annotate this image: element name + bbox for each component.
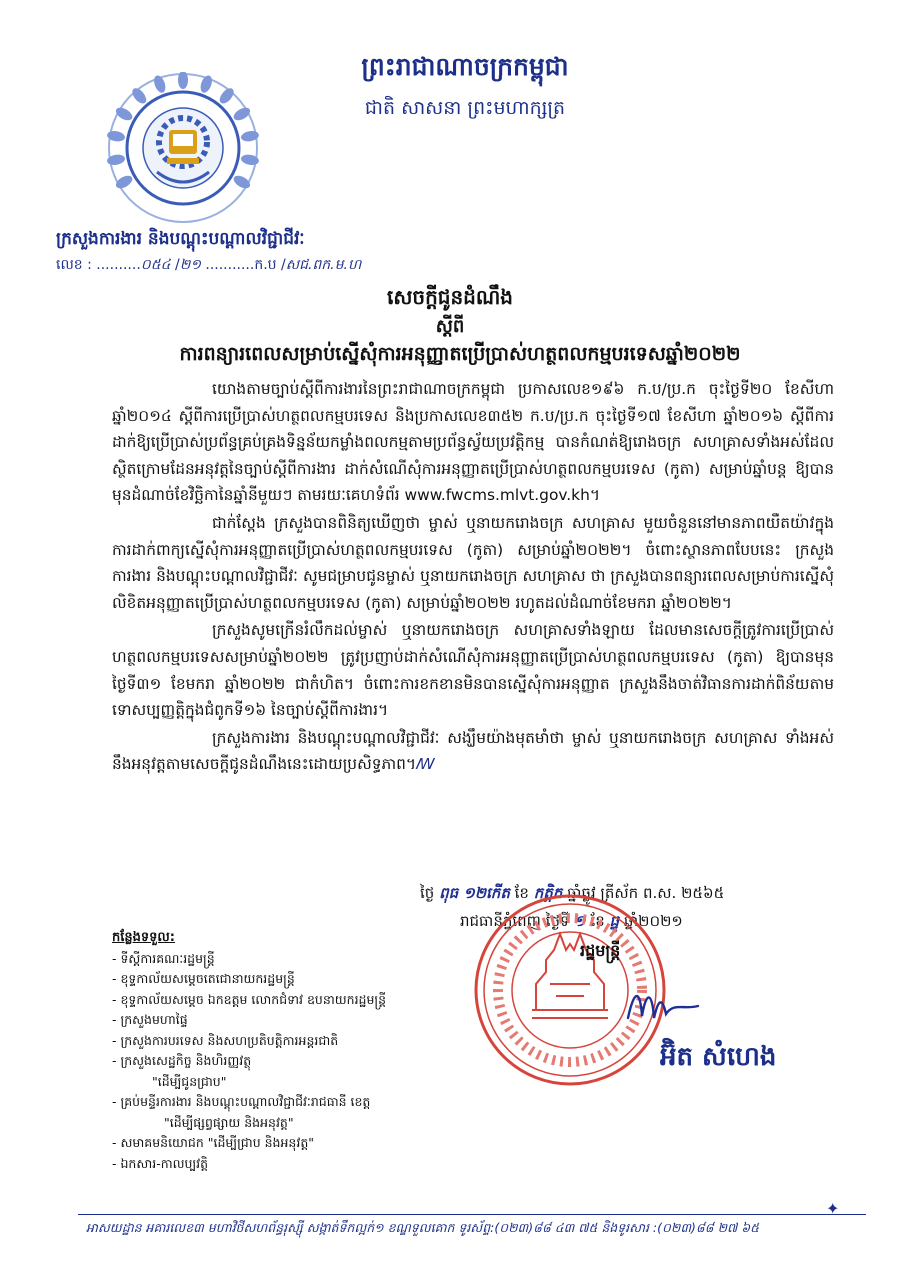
document-body xyxy=(112,376,834,779)
signature xyxy=(622,980,702,1030)
solar-month-label: ខែ xyxy=(590,912,605,930)
recipients-title: កន្លែងទទួល: xyxy=(112,930,175,945)
reference-number: លេខ : ..........០៥៤ /២១ ...........ក.ប /សជ.ពក.ម.ហ xyxy=(56,257,362,273)
recipient-item: - សមាគមនិយោជក "ដើម្បីជ្រាប និងអនុវត្ត" xyxy=(112,1135,315,1150)
reference-label: លេខ : xyxy=(56,257,92,273)
document-type-title: សេចក្តីជូនដំណឹង xyxy=(387,285,513,309)
recipient-item: - ទីស្តីការគណៈរដ្ឋមន្ត្រី xyxy=(112,950,215,966)
recipient-note: "ដើម្បីផ្សព្វផ្សាយ និងអនុវត្ត" xyxy=(164,1114,294,1130)
recipient-note: "ដើម្បីជូនជ្រាប" xyxy=(152,1073,227,1089)
footer-address: អាសយដ្ឋាន អគារលេខ៣ មហាវិថីសហព័ន្ធរុស្ស៊ី សង្កាត់ទឹកល្អក់១ ខណ្ឌទួលគោក ទូរស័ព្ទ:(០២៣)៨៨ ៤៣ ៧៥ និងទូរសារ :(០២៣)៨៨ ២៧ ៦៥ xyxy=(86,1220,759,1235)
recipient-item: - ឯកសារ-កាលប្បវត្តិ xyxy=(112,1155,209,1171)
paragraph-3: ក្រសួងសូមក្រើនរំលឹកដល់ម្ចាស់ ឬនាយករោងចក្រ សហគ្រាសទាំងឡាយ ដែលមានសេចក្តីត្រូវការប្រើប្រាស់ហត្ថពលកម្មបរទេសសម្រាប់ឆ្នាំ២០២២ ត្រូវប្រញាប់ដាក់សំណើសុំការអនុញ្ញាតប្រើប្រាស់ហត្ថពលកម្មបរទេស (កូតា) ឱ្យបានមុនថ្ងៃទី៣១ ខែមករា ឆ្នាំ២០២២ ជាកំហិត។ ចំពោះការខកខានមិនបានស្នើសុំការអនុញ្ញាត ក្រសួងនឹងចាត់វិធានការដាក់ពិន័យតាមទោសប្បញ្ញត្តិក្នុងជំពូកទី១៦ នៃច្បាប់ស្តីពីការងារ។ xyxy=(112,621,834,720)
paragraph-4-text: ក្រសួងការងារ និងបណ្តុះបណ្តាលវិជ្ជាជីវៈ សង្ឃឹមយ៉ាងមុតមាំថា ម្ចាស់ ឬនាយករោងចក្រ សហគ្រាស ទាំងអស់នឹងអនុវត្តតាមសេចក្តីជូនដំណឹងនេះដោយប្រសិទ្ធភាព។ xyxy=(112,728,834,774)
minister-title: រដ្ឋមន្ត្រី xyxy=(580,941,621,960)
about-label: ស្តីពី xyxy=(435,316,465,337)
day-label: ថ្ងៃ xyxy=(420,884,435,902)
national-motto: ជាតិ សាសនា ព្រះមហាក្សត្រ xyxy=(364,97,566,119)
solar-day: ១ xyxy=(574,912,586,930)
paragraph-4 xyxy=(112,725,834,778)
solar-year: ឆ្នាំ២០២១ xyxy=(623,912,683,930)
recipient-item: - ខុទ្ទកាល័យសម្តេច ឯកឧត្តម លោកជំទាវ ឧបនាយករដ្ឋមន្ត្រី xyxy=(112,991,387,1007)
footer-divider xyxy=(78,1214,866,1215)
lunar-year: ឆ្នាំឆ្លូវ ត្រីស័ក ព.ស. ២៥៦៥ xyxy=(567,884,725,902)
reference-suffix: ក.ប xyxy=(254,257,277,273)
lunar-day: ពុធ ១២កើត xyxy=(439,884,510,902)
ministry-seal-logo xyxy=(107,72,259,224)
subject-title: ការពន្យារពេលសម្រាប់ស្នើសុំការអនុញ្ញាតប្រើប្រាស់ហត្ថពលកម្មបរទេសឆ្នាំ២០២២ xyxy=(179,343,741,365)
recipient-item: - ក្រសួងការបរទេស និងសហប្រតិបត្តិការអន្តរជាតិ xyxy=(112,1032,339,1048)
recipient-item: - ខុទ្ទកាល័យសម្តេចតេជោនាយករដ្ឋមន្ត្រី xyxy=(112,971,295,986)
lunar-month: កត្តិក xyxy=(533,884,563,902)
reference-year: ២១ xyxy=(179,257,201,273)
solar-month: ធ្នូ xyxy=(609,912,620,930)
reference-number-handwritten: ០៥៤ xyxy=(140,257,171,273)
paragraph-2: ជាក់ស្តែង ក្រសួងបានពិនិត្យឃើញថា ម្ចាស់ ឬនាយករោងចក្រ សហគ្រាស មួយចំនួននៅមានភាពយឺតយ៉ាវក្នុងការដាក់ពាក្យស្នើសុំការអនុញ្ញាតប្រើប្រាស់ហត្ថពលកម្មបរទេស (កូតា) សម្រាប់ឆ្នាំ២០២២។ ចំពោះស្ថានភាពបែបនេះ ក្រសួងការងារ និងបណ្តុះបណ្តាលវិជ្ជាជីវៈ សូមជម្រាបជូនម្ចាស់ ឬនាយករោងចក្រ សហគ្រាស ថា ក្រសួងបានពន្យារពេលសម្រាប់ការស្នើសុំលិខិតអនុញ្ញាតប្រើប្រាស់ហត្ថពលកម្មបរទេស (កូតា) សម្រាប់ឆ្នាំ២០២២ រហូតដល់ដំណាច់ខែមករា ឆ្នាំ២០២២។ xyxy=(112,513,834,612)
month-label: ខែ xyxy=(514,884,529,902)
recipients-list xyxy=(112,928,386,1174)
place-label: រាជធានីភ្នំពេញ ថ្ងៃទី xyxy=(460,912,570,930)
paragraph-1: យោងតាមច្បាប់ស្តីពីការងារនៃព្រះរាជាណាចក្រកម្ពុជា ប្រកាសលេខ១៩៦ ក.ប/ប្រ.ក ចុះថ្ងៃទី២០ ខែសីហា ឆ្នាំ២០១៤ ស្តីពីការប្រើប្រាស់ហត្ថពលកម្មបរទេស និងប្រកាសលេខ៣៥២ ក.ប/ប្រ.ក ចុះថ្ងៃទី១៧ ខែសីហា ឆ្នាំ២០១៦ ស្តីពីការដាក់ឱ្យប្រើប្រាស់ប្រព័ន្ធគ្រប់គ្រងទិន្នន័យកម្លាំងពលកម្មតាមប្រព័ន្ធស្វ័យប្រវត្តិកម្ម បានកំណត់ឱ្យរោងចក្រ សហគ្រាសទាំងអស់ដែលស្ថិតក្រោមដែនអនុវត្តនៃច្បាប់ស្តីពីការងារ ដាក់សំណើសុំការអនុញ្ញាតប្រើប្រាស់ហត្ថពលកម្មបរទេស (កូតា) សម្រាប់ឆ្នាំបន្ត ឱ្យបានមុនដំណាច់ខែវិច្ឆិកានៃឆ្នាំនីមួយៗ តាមរយៈគេហទំព័រ www.fwcms.mlvt.gov.kh។ xyxy=(112,380,834,505)
kingdom-heading: ព្រះរាជាណាចក្រកម្ពុជា xyxy=(361,52,569,81)
recipient-item: - គ្រប់មន្ទីរការងារ និងបណ្តុះបណ្តាលវិជ្ជាជីវៈរាជធានី ខេត្ត xyxy=(112,1094,371,1109)
ministry-name: ក្រសួងការងារ និងបណ្តុះបណ្តាលវិជ្ជាជីវៈ xyxy=(56,229,305,249)
recipient-item: - ក្រសួងសេដ្ឋកិច្ច និងហិរញ្ញវត្ថុ xyxy=(112,1053,252,1068)
handwritten-initials: ꟿ xyxy=(416,755,435,774)
recipient-item: - ក្រសួងមហាផ្ទៃ xyxy=(112,1012,188,1027)
reference-code: សជ.ពក.ម.ហ xyxy=(285,257,362,273)
signer-name: អ៊ិត សំហេង xyxy=(660,1042,777,1072)
footer-ornament-icon: ✦ xyxy=(826,1199,840,1218)
